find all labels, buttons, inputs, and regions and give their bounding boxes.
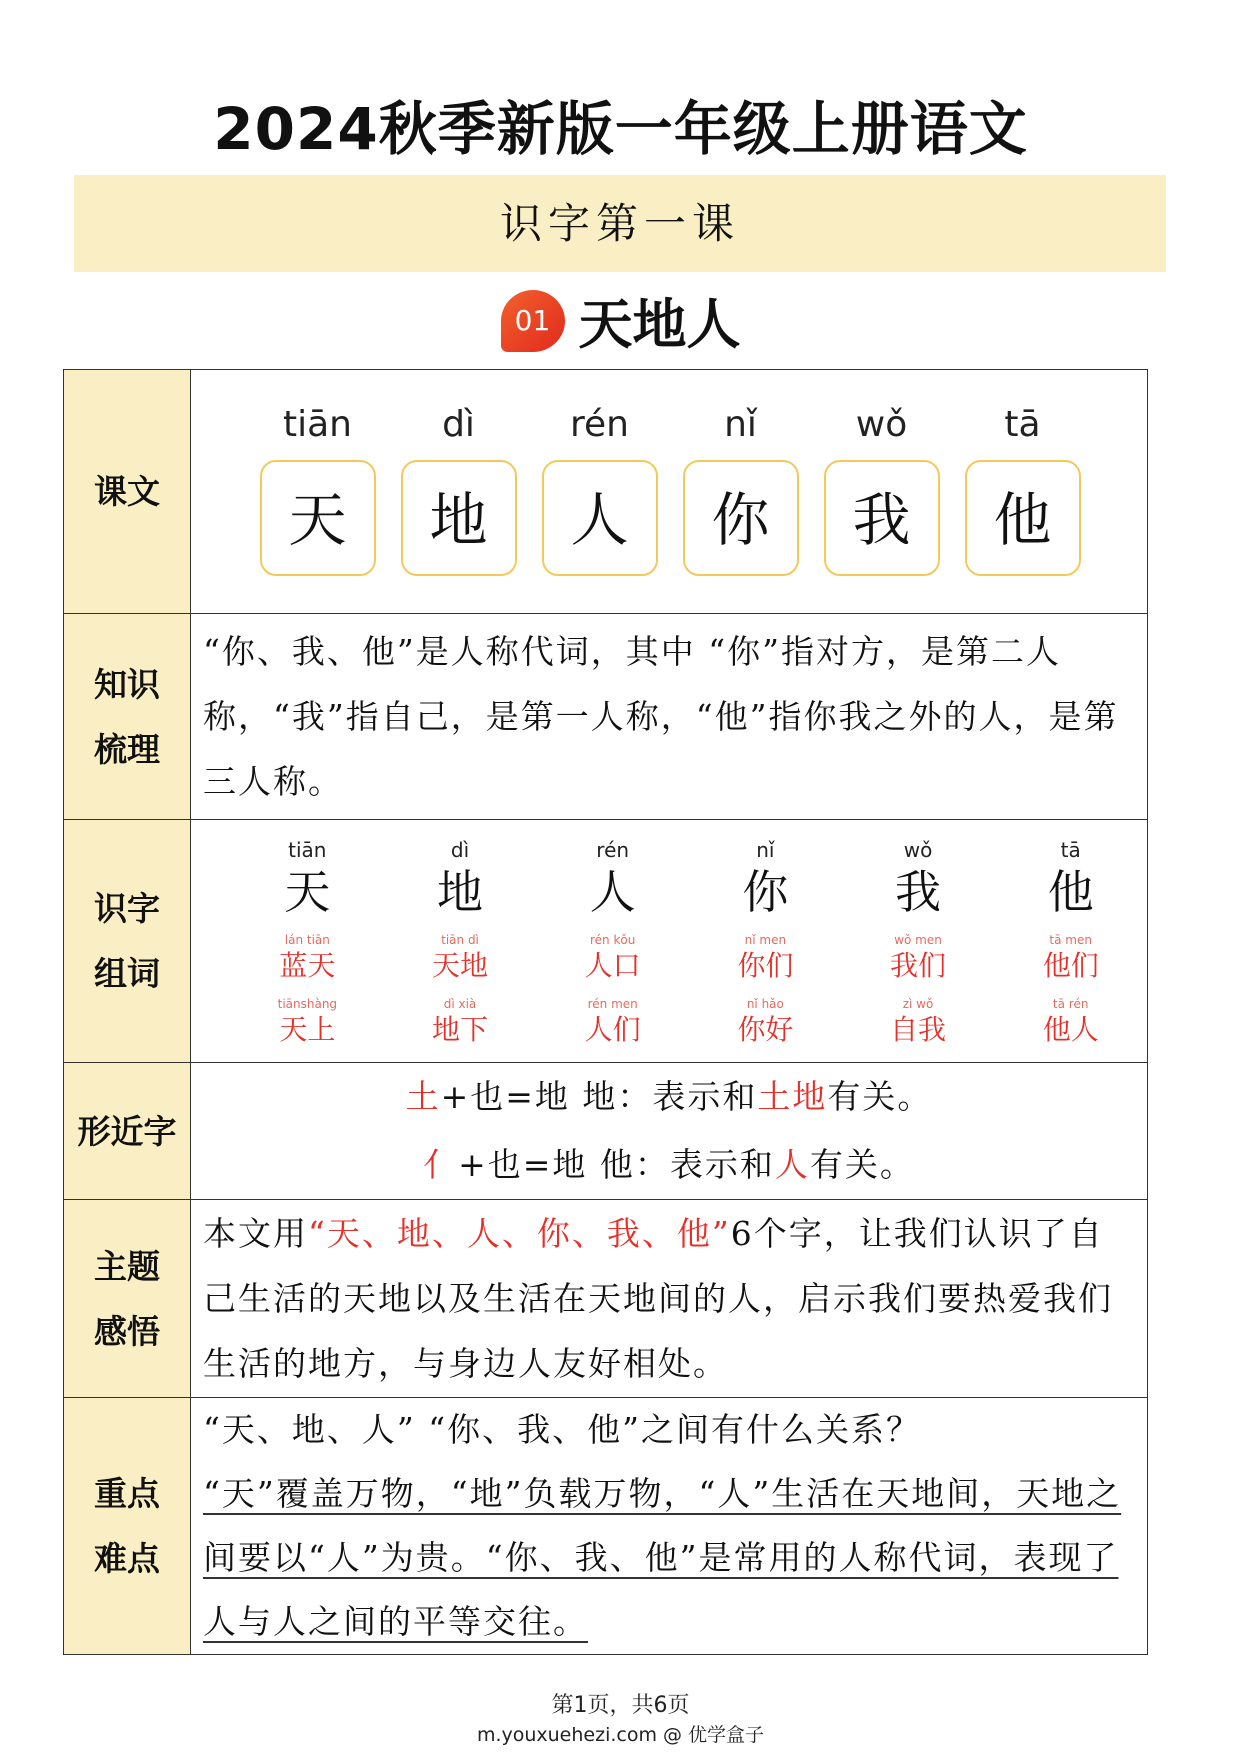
xingjin-formula-1: +也=地 bbox=[440, 1077, 570, 1116]
zhishi-text: “你、我、他”是人称代词，其中 “你”指对方，是第二人称，“我”指自己，是第一人称，“他”指你我之外的人，是第三人称。 bbox=[203, 632, 1119, 801]
shizi-word: 地下 bbox=[432, 1013, 489, 1046]
shizi-word: 他人 bbox=[1042, 1013, 1099, 1046]
lesson-title: 天地人 bbox=[578, 292, 741, 356]
label-kewen: 课文 bbox=[64, 370, 191, 614]
shizi-word-pinyin: tiānshàng bbox=[277, 997, 338, 1011]
kewen-char-item bbox=[529, 400, 670, 576]
kewen-char-box: 他 bbox=[965, 460, 1081, 576]
shizi-word: 天上 bbox=[279, 1013, 336, 1046]
label-shizi-line2: 组词 bbox=[94, 954, 160, 993]
xingjin-content bbox=[191, 1063, 1148, 1200]
kewen-char-box: 你 bbox=[683, 460, 799, 576]
page-number: 第1页，共6页 bbox=[551, 1693, 690, 1718]
shizi-pinyin: dì bbox=[450, 838, 470, 862]
label-zhuti bbox=[64, 1200, 191, 1398]
shizi-content bbox=[191, 820, 1148, 1063]
shizi-char: 他 bbox=[1047, 865, 1094, 919]
shizi-char: 我 bbox=[895, 865, 942, 919]
shizi-word-pinyin: wǒ men bbox=[894, 933, 942, 947]
shizi-group bbox=[994, 836, 1147, 1048]
label-zhongdian bbox=[64, 1398, 191, 1655]
shizi-pinyin: tiān bbox=[288, 838, 327, 862]
label-zhishi bbox=[64, 614, 191, 820]
kewen-char-box: 人 bbox=[542, 460, 658, 576]
shizi-word: 自我 bbox=[890, 1013, 947, 1046]
lesson-number-badge: 01 bbox=[501, 290, 565, 352]
zhongdian-answer-text: “天”覆盖万物，“地”负载万物，“人”生活在天地间，天地之间要以“人”为贵。“你、我、他”是常用的人称代词，表现了人与人之间的平等交往。 bbox=[203, 1474, 1122, 1641]
shizi-char: 你 bbox=[742, 865, 789, 919]
kewen-pinyin: wǒ bbox=[855, 404, 908, 445]
lesson-heading bbox=[0, 282, 1241, 359]
xingjin-line-2 bbox=[191, 1131, 1147, 1199]
section-banner: 识字第一课 bbox=[74, 175, 1166, 272]
shizi-char-row bbox=[191, 828, 1147, 1054]
row-shizi bbox=[64, 820, 1148, 1063]
kewen-char-item bbox=[811, 400, 952, 576]
xingjin-lead-2: 他：表示和 bbox=[587, 1145, 775, 1184]
kewen-content bbox=[191, 370, 1148, 614]
shizi-word: 我们 bbox=[890, 949, 947, 982]
xingjin-radical-2: 亻 bbox=[423, 1145, 459, 1184]
row-zhongdian bbox=[64, 1398, 1148, 1655]
shizi-word: 人口 bbox=[584, 949, 641, 982]
kewen-char-item bbox=[388, 400, 529, 576]
shizi-word-pinyin: nǐ men bbox=[744, 933, 787, 947]
kewen-char-item bbox=[952, 400, 1093, 576]
shizi-char: 天 bbox=[284, 865, 331, 919]
shizi-word: 你们 bbox=[737, 949, 794, 982]
shizi-word-pinyin: tā rén bbox=[1052, 997, 1089, 1011]
shizi-word-pinyin: rén men bbox=[587, 997, 638, 1011]
label-xingjin: 形近字 bbox=[64, 1063, 191, 1200]
shizi-word-pinyin: dì xià bbox=[443, 997, 477, 1011]
shizi-word-pinyin: lán tiān bbox=[284, 933, 330, 947]
kewen-char-item bbox=[670, 400, 811, 576]
kewen-pinyin: tā bbox=[1004, 404, 1041, 445]
kewen-char-row bbox=[191, 370, 1147, 576]
xingjin-formula-2: +也=地 bbox=[458, 1145, 588, 1184]
xingjin-hl-2: 人 bbox=[774, 1145, 810, 1184]
zhuti-content bbox=[191, 1200, 1148, 1398]
zhuti-post: 6个字，让我们认识了自己生活的天地以及生活在天地间的人，启示我们要热爱我们生活的地方，与身边人友好相处。 bbox=[203, 1214, 1113, 1383]
shizi-word: 你好 bbox=[737, 1013, 794, 1046]
kewen-pinyin: dì bbox=[442, 404, 475, 445]
shizi-word: 他们 bbox=[1042, 949, 1099, 982]
shizi-word-pinyin: rén kǒu bbox=[589, 933, 636, 947]
row-kewen bbox=[64, 370, 1148, 614]
shizi-pinyin: tā bbox=[1060, 838, 1081, 862]
zhongdian-question: “天、地、人” “你、我、他”之间有什么关系？ bbox=[203, 1410, 921, 1449]
shizi-word: 蓝天 bbox=[279, 949, 336, 982]
shizi-group bbox=[689, 836, 842, 1048]
label-zhongdian-line1: 重点 bbox=[94, 1474, 160, 1513]
label-zhongdian-line2: 难点 bbox=[94, 1539, 160, 1578]
row-xingjin bbox=[64, 1063, 1148, 1200]
page-title: 2024秋季新版一年级上册语文 bbox=[213, 95, 1028, 163]
zhuti-text bbox=[191, 1201, 1147, 1396]
shizi-char: 人 bbox=[589, 865, 636, 919]
label-zhuti-line2: 感悟 bbox=[94, 1311, 160, 1351]
zhuti-pre: 本文用 bbox=[203, 1214, 308, 1253]
xingjin-lead-1: 地：表示和 bbox=[569, 1077, 758, 1116]
xingjin-hl-1: 土地 bbox=[757, 1077, 828, 1116]
kewen-char-item bbox=[247, 400, 388, 576]
row-zhishi bbox=[64, 614, 1148, 820]
xingjin-radical-1: 土 bbox=[405, 1077, 441, 1116]
shizi-pinyin: nǐ bbox=[756, 838, 775, 862]
label-shizi bbox=[64, 820, 191, 1063]
shizi-group bbox=[231, 836, 384, 1048]
shizi-pinyin: wǒ bbox=[903, 838, 933, 862]
kewen-pinyin: tiān bbox=[283, 404, 352, 445]
shizi-group bbox=[384, 836, 537, 1048]
shizi-word-pinyin: tiān dì bbox=[441, 933, 479, 947]
kewen-char-box: 天 bbox=[260, 460, 376, 576]
shizi-word: 人们 bbox=[584, 1013, 641, 1046]
shizi-char: 地 bbox=[437, 865, 483, 919]
kewen-char-box: 我 bbox=[824, 460, 940, 576]
xingjin-tail-2: 有关。 bbox=[809, 1145, 915, 1184]
shizi-pinyin: rén bbox=[596, 838, 630, 862]
kewen-pinyin: rén bbox=[570, 404, 629, 445]
site-credit: m.youxuehezi.com @ 优学盒子 bbox=[476, 1724, 765, 1746]
zhishi-content bbox=[191, 614, 1148, 820]
kewen-pinyin: nǐ bbox=[724, 404, 757, 445]
label-zhishi-line2: 梳理 bbox=[94, 729, 160, 769]
shizi-group bbox=[536, 836, 689, 1048]
row-zhuti bbox=[64, 1200, 1148, 1398]
shizi-word-pinyin: tā men bbox=[1049, 933, 1092, 947]
label-zhishi-line1: 知识 bbox=[94, 664, 160, 704]
xingjin-line-1 bbox=[191, 1063, 1147, 1131]
lesson-table bbox=[63, 369, 1148, 1655]
kewen-char-box: 地 bbox=[401, 460, 517, 576]
xingjin-tail-1: 有关。 bbox=[827, 1077, 933, 1116]
zhuti-highlight: “天、地、人、你、我、他” bbox=[308, 1214, 731, 1253]
label-zhuti-line1: 主题 bbox=[94, 1246, 160, 1286]
zhongdian-content bbox=[191, 1398, 1148, 1655]
zhongdian-answer bbox=[191, 1462, 1147, 1654]
label-shizi-line1: 识字 bbox=[94, 889, 160, 928]
shizi-word-pinyin: zì wǒ bbox=[902, 997, 934, 1011]
shizi-group bbox=[842, 836, 995, 1048]
shizi-word: 天地 bbox=[432, 949, 489, 982]
shizi-word-pinyin: nǐ hǎo bbox=[746, 997, 784, 1011]
